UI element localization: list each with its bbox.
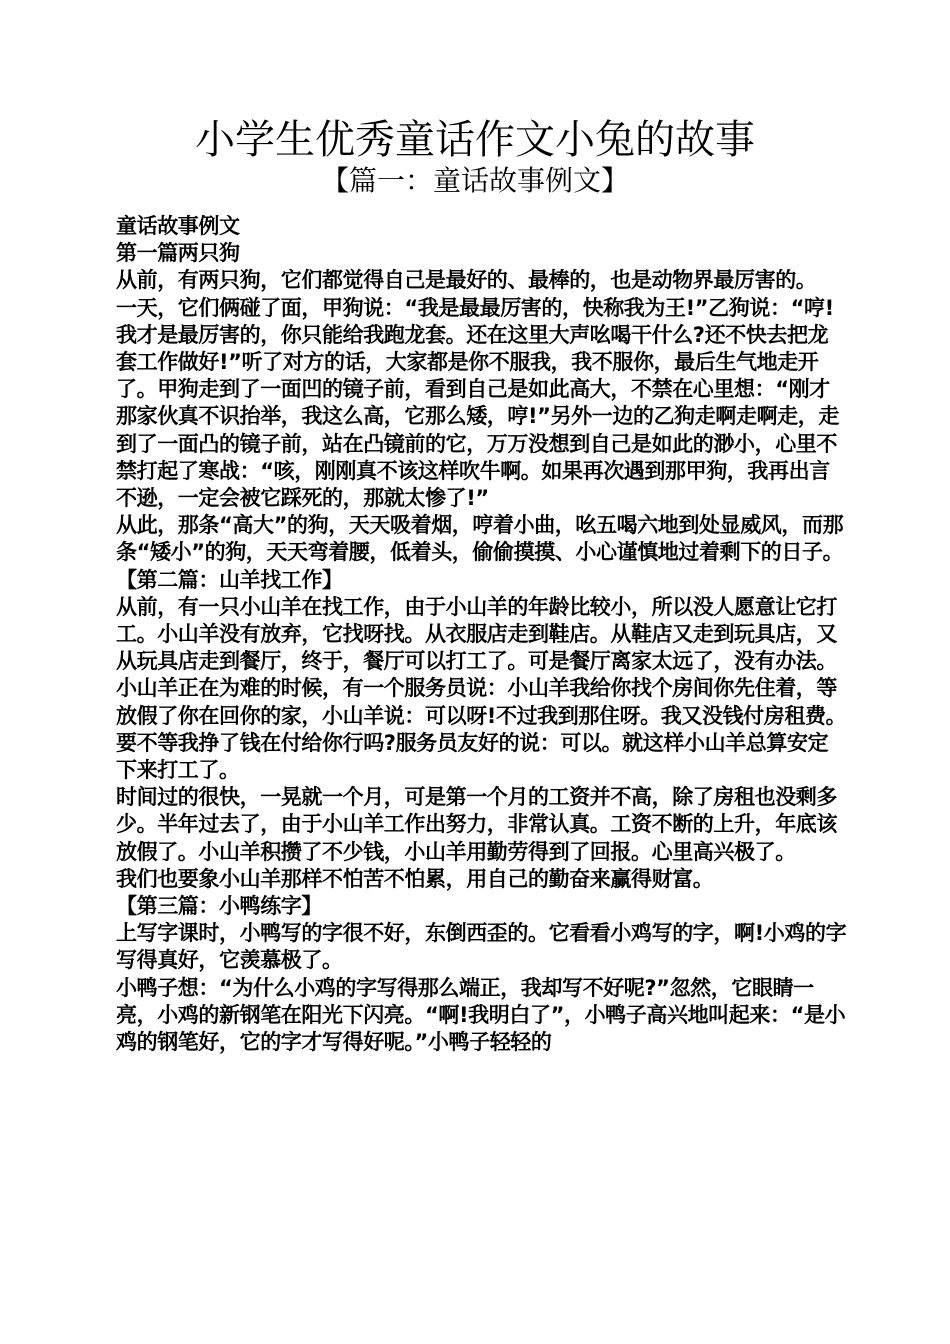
paragraph: 小鸭子想：“为什么小鸡的字写得那么端正，我却写不好呢?”忽然，它眼睛一亮，小鸡的新钢笔在阳光下闪亮。“啊!我明白了”，小鸭子高兴地叫起来：“是小鸡的钢笔好，它的字才写得好呢。”小鸭子轻轻的 xyxy=(116,975,846,1055)
paragraph: 从前，有一只小山羊在找工作，由于小山羊的年龄比较小，所以没人愿意让它打工。小山羊没有放弃，它找呀找。从衣服店走到鞋店。从鞋店又走到玩具店，又从玩具店走到餐厅，终于，餐厅可以打工了。可是餐厅离家太远了，没有办法。小山羊正在为难的时候，有一个服务员说：小山羊我给你找个房间你先住着，等放假了你在回你的家，小山羊说：可以呀!不过我到那住呀。我又没钱付房租费。要不等我挣了钱在付给你行吗?服务员友好的说：可以。就这样小山羊总算安定下来打工了。 xyxy=(116,594,847,783)
document-body xyxy=(116,213,848,1056)
paragraph: 时间过的很快，一晃就一个月，可是第一个月的工资并不高，除了房租也没剩多少。半年过去了，由于小山羊工作出努力，非常认真。工资不断的上升，年底该放假了。小山羊积攒了不少钱，小山羊用勤劳得到了回报。心里高兴极了。 xyxy=(116,785,837,864)
paragraph-heading: 【第二篇：山羊找工作】 xyxy=(116,567,343,592)
paragraph-heading: 【第三篇：小鸭练字】 xyxy=(116,894,322,919)
paragraph: 我们也要象小山羊那样不怕苦不怕累，用自己的勤奋来赢得财富。 xyxy=(116,866,714,891)
paragraph: 从前，有两只狗，它们都觉得自己是最好的、最棒的，也是动物界最厉害的。 xyxy=(116,268,817,293)
paragraph-heading: 第一篇两只狗 xyxy=(116,241,240,266)
paragraph: 从此，那条“高大”的狗，天天吸着烟，哼着小曲，吆五喝六地到处显威风，而那条“矮小”的狗，天天弯着腰，低着头，偷偷摸摸、小心谨慎地过着剩下的日子。 xyxy=(116,513,844,565)
paragraph: 一天，它们俩碰了面，甲狗说：“我是最最厉害的，快称我为王!”乙狗说：“哼!我才是最厉害的，你只能给我跑龙套。还在这里大声吆喝干什么?还不快去把龙套工作做好!”听了对方的话，大家都是你不服我，我不服你，最后生气地走开了。甲狗走到了一面凹的镜子前，看到自己是如此高大，不禁在心里想：“刚才那家伙真不识抬举，我这么高，它那么矮，哼!”另外一边的乙狗走啊走啊走，走到了一面凸的镜子前，站在凸镜前的它，万万没想到自己是如此的渺小，心里不禁打起了寒战：“咳，刚刚真不该这样吹牛啊。如果再次遇到那甲狗，我再出言不逊，一定会被它踩死的，那就太惨了!” xyxy=(116,295,839,511)
section-heading: 【篇一：童话故事例文】 xyxy=(320,164,629,197)
paragraph-heading: 童话故事例文 xyxy=(116,214,240,238)
document-title: 小学生优秀童话作文小兔的故事 xyxy=(195,117,755,163)
paragraph: 上写字课时，小鸭写的字很不好，东倒西歪的。它看看小鸡写的字，啊!小鸡的字写得真好，它羡慕极了。 xyxy=(116,921,847,973)
